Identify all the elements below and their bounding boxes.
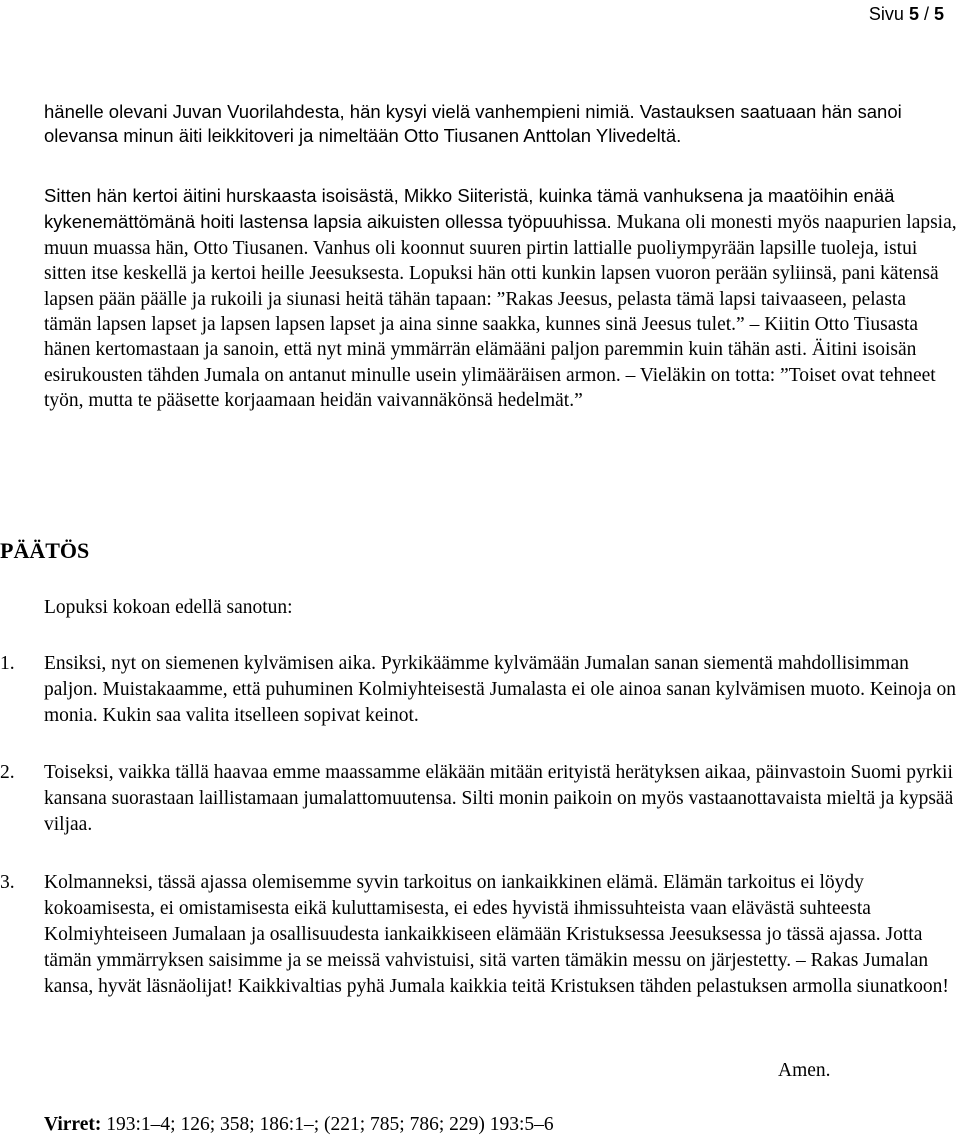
page-prefix: Sivu xyxy=(868,4,909,24)
hymns-line xyxy=(44,1112,554,1137)
section-intro: Lopuksi kokoan edellä sanotun: xyxy=(44,597,293,618)
paragraph-1: hänelle olevani Juvan Vuorilahdesta, hän kysyi vielä vanhempieni nimiä. Vastauksen saatuaan hän sanoi olevansa minun äiti leikkitoveri ja nimeltään Otto Tiusanen Anttolan Ylivedeltä. xyxy=(44,101,902,146)
list-item-number: 1. xyxy=(0,653,15,674)
hymns-text: 193:1–4; 126; 358; 186:1–; (221; 785; 786; 229) 193:5–6 xyxy=(101,1114,554,1135)
section-heading: PÄÄTÖS xyxy=(0,538,90,563)
amen-text: Amen. xyxy=(778,1060,831,1081)
list-item-number: 2. xyxy=(0,762,15,783)
list-item-text: Ensiksi, nyt on siemenen kylvämisen aika. Pyrkikäämme kylvämään Jumalan sanan siementä mahdollisimman paljon. Muistakaamme, että puhuminen Kolmiyhteisestä Jumalasta ei ole ainoa sanan kylvämisen muoto. Keinoja on monia. Kukin saa valita itselleen sopivat keinot. xyxy=(44,653,956,726)
page-number xyxy=(869,4,944,24)
list-item-text: Kolmanneksi, tässä ajassa olemisemme syvin tarkoitus on iankaikkinen elämä. Elämän tarkoitus ei löydy kokoamisesta, ei omistamisesta eikä kuluttamisesta, ei edes hyvistä ihmissuhteista vaan elävästä suhteesta Kolmiyhteiseen Jumalaan ja osallisuudesta iankaikkiseen elämään Kristuksessa Jeesuksessa jo tässä ajassa. Jotta tämän ymmärryksen saisimme ja se meissä vahvistuisi, sitä varten tämäkin messu on järjestetty. – Rakas Jumalan kansa, hyvät läsnäolijat! Kaikkivaltias pyhä Jumala kaikkia teitä Kristuksen tähden pelastuksen armolla siunatkoon! xyxy=(44,872,949,997)
paragraph-2-rest: Mukana oli monesti myös naapurien lapsia, muun muassa hän, Otto Tiusanen. Vanhus oli koonnut suuren pirtin lattialle puoliympyrään lapsille tuoleja, istui sitten itse keskellä ja kertoi heille Jeesuksesta. Lopuksi hän otti kunkin lapsen vuoron perään syliinsä, pani kätensä lapsen pään päälle ja rukoili ja siunasi heitä tähän tapaan: ”Rakas Jeesus, pelasta tämä lapsi taivaaseen, pelasta tämän lapsen lapset ja lapsen lapsen lapset ja aina sinne saakka, kunnes sinä Jeesus tulet.” – Kiitin Otto Tiusasta hänen kertomastaan ja sanoin, että nyt minä ymmärrän elämääni paljon paremmin kuin tähän asti. Äitini isoisän esirukousten tähden Jumala on antanut minulle usein ylimääräisen armon. – Vieläkin on totta: ”Toiset ovat tehneet työn, mutta te pääsette korjaamaan heidän vaivannäkönsä hedelmät.” xyxy=(44,212,957,412)
list-item-number: 3. xyxy=(0,872,15,893)
page-separator: / xyxy=(918,4,934,24)
page-current: 5 xyxy=(908,4,919,24)
paragraph-2-sans: Sitten hän kertoi äitini hurskaasta isoisästä, Mikko Siiteristä, kuinka tämä vanhuksena ja maatöihin enää kykenemättömänä hoiti lastensa lapsia aikuisten ollessa työpuuhissa. xyxy=(44,185,895,233)
hymns-label: Virret: xyxy=(44,1114,102,1135)
list-item-text: Toiseksi, vaikka tällä haavaa emme maassamme eläkään mitään erityistä herätyksen aikaa, päinvastoin Suomi pyrkii kansana suorastaan laillistamaan jumalattomuutensa. Silti monin paikoin on myös vastaanottavaista mieltä ja kypsää viljaa. xyxy=(44,762,954,835)
page-total: 5 xyxy=(933,4,944,24)
paragraph-2 xyxy=(44,183,958,414)
